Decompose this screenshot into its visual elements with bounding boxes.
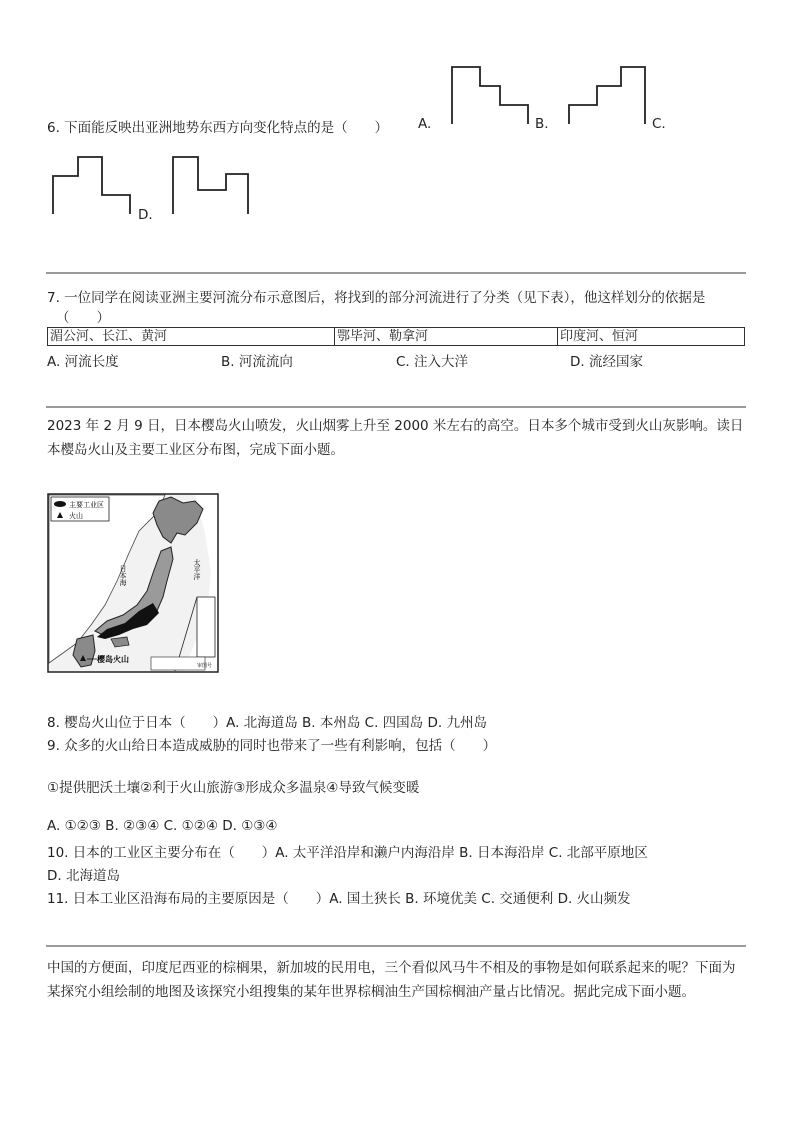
q6-option-a-label: A. xyxy=(418,116,432,132)
table-row xyxy=(48,328,745,346)
legend-industry-label: 主要工业区 xyxy=(69,501,104,509)
q6-option-b-label: B. xyxy=(535,116,549,132)
q9-statements: ①提供肥沃土壤②利于火山旅游③形成众多温泉④导致气候变暖 xyxy=(47,780,420,796)
q9-stem: 9. 众多的火山给日本造成威胁的同时也带来了一些有利影响，包括（ ） xyxy=(47,738,497,754)
q10-line-2: D. 北海道岛 xyxy=(47,868,120,884)
table-cell: 印度河、恒河 xyxy=(558,328,745,346)
q6-stem: 6. 下面能反映出亚洲地势东西方向变化特点的是（ ） xyxy=(47,120,389,136)
volcano-name-label: 樱岛火山 xyxy=(97,655,129,664)
table-cell: 湄公河、长江、黄河 xyxy=(48,328,335,346)
industry-legend-swatch xyxy=(54,501,66,507)
q6-option-c-label: C. xyxy=(652,116,666,132)
sea-of-japan-label: 日本海 xyxy=(119,565,127,586)
q6-profile-d xyxy=(170,154,254,216)
q9-options: A. ①②③ B. ②③④ C. ①②④ D. ①③④ xyxy=(47,818,278,834)
q7-river-table xyxy=(47,327,745,346)
q11-line: 11. 日本工业区沿海布局的主要原因是（ ）A. 国土狭长 B. 环境优美 C. 交通便利 D. 火山频发 xyxy=(47,891,631,907)
q7-option-c: C. 注入大洋 xyxy=(396,354,469,370)
divider xyxy=(46,945,746,947)
pacific-ocean-label: 太平洋 xyxy=(193,559,201,580)
legend-volcano-label: 火山 xyxy=(69,512,83,520)
divider xyxy=(46,272,746,274)
japan-map xyxy=(47,493,219,673)
q6-profile-a xyxy=(448,64,532,126)
japan-intro-paragraph: 2023 年 2 月 9 日，日本樱岛火山喷发，火山烟雾上升至 2000 米左右的高空。日本多个城市受到火山灰影响。读日本樱岛火山及主要工业区分布图，完成下面小题。 xyxy=(47,418,744,458)
q7-stem: 7. 一位同学在阅读亚洲主要河流分布示意图后，将找到的部分河流进行了分类（见下表），他这样划分的依据是 xyxy=(47,290,706,306)
q7-option-d: D. 流经国家 xyxy=(570,354,643,370)
q6-profile-c xyxy=(50,154,134,216)
inset-box xyxy=(197,597,215,657)
table-cell: 鄂毕河、勒拿河 xyxy=(335,328,558,346)
q7-answer-paren: （ ） xyxy=(56,310,110,326)
map-corner-tag: 审图号 xyxy=(197,663,213,669)
q6-option-d-label: D. xyxy=(138,207,153,223)
q7-option-b: B. 河流流向 xyxy=(221,354,293,370)
q7-option-a: A. 河流长度 xyxy=(47,354,119,370)
q10-line-1: 10. 日本的工业区主要分布在（ ）A. 太平洋沿岸和濑户内海沿岸 B. 日本海沿岸 C. 北部平原地区 xyxy=(47,845,648,861)
legend-box xyxy=(51,497,109,521)
palm-oil-intro-paragraph: 中国的方便面，印度尼西亚的棕榈果，新加坡的民用电，三个看似风马牛不相及的事物是如何联系起来的呢？下面为某探究小组绘制的地图及该探究小组搜集的某年世界棕榈油生产国棕榈油产量占比情况。据此完成下面小题。 xyxy=(47,960,736,1000)
q6-profile-b xyxy=(565,64,649,126)
divider xyxy=(46,406,746,408)
q8-line: 8. 樱岛火山位于日本（ ）A. 北海道岛 B. 本州岛 C. 四国岛 D. 九州岛 xyxy=(47,715,487,731)
